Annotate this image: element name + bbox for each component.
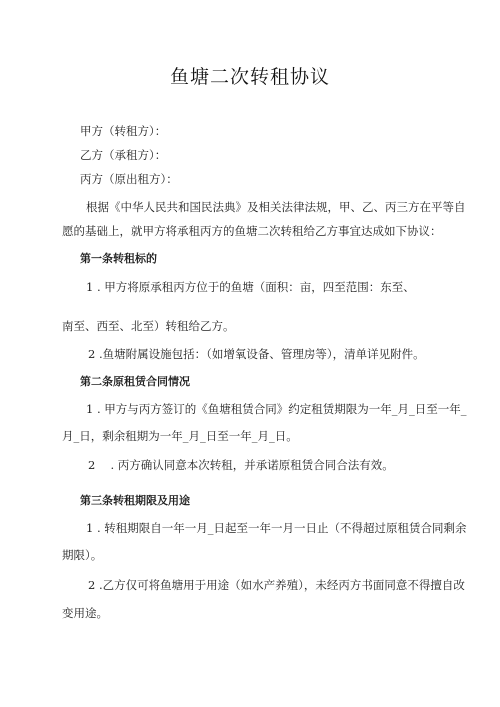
article-3-item-1-line-2: 期限）。 (62, 548, 103, 562)
article-2-item-1-line-2: 月_日，剩余租期为一年_月_日至一年_月_日。 (62, 429, 298, 443)
article-1-item-1-line-2: 南至、西至、北至）转租给乙方。 (62, 319, 235, 333)
party-a-line: 甲方（转租方）： (80, 124, 167, 138)
party-b-line: 乙方（承租方）： (80, 148, 167, 162)
article-3-item-2-line-1: 2 .乙方仅可将鱼塘用于用途（如水产养殖），未经丙方书面同意不得擅自改 (88, 578, 465, 592)
intro-line-2: 愿的基础上，就甲方将承租丙方的鱼塘二次转租给乙方事宜达成如下协议： (62, 224, 442, 238)
article-3-item-2-line-2: 变用途。 (62, 606, 108, 620)
article-2-item-2: 2 . 丙方确认同意本次转租，并承诺原租赁合同合法有效。 (88, 458, 394, 472)
article-1-item-2: 2 .鱼塘附属设施包括：（如增氧设备、管理房等），清单详见附件。 (88, 347, 425, 361)
article-1-item-1-line-1: 1 . 甲方将原承租丙方位于的鱼塘（面积：亩，四至范围：东至、 (86, 280, 415, 294)
party-c-line: 丙方（原出租方）： (80, 172, 178, 186)
article-2-item-1-line-1: 1 . 甲方与丙方签订的《鱼塘租赁合同》约定租赁期限为一年_月_日至一年_ (86, 402, 467, 416)
article-3-heading: 第三条转租期限及用途 (80, 494, 190, 507)
article-1-heading: 第一条转租标的 (80, 252, 157, 265)
intro-line-1: 根据《中华人民共和国民法典》及相关法律法规，甲、乙、丙三方在平等自 (86, 200, 466, 214)
article-3-item-1-line-1: 1 . 转租期限自一年一月_日起至一年一月一日止（不得超过原租赁合同剩余 (86, 521, 467, 535)
document-title: 鱼塘二次转租协议 (169, 66, 330, 88)
article-2-heading: 第二条原租赁合同情况 (80, 375, 190, 388)
